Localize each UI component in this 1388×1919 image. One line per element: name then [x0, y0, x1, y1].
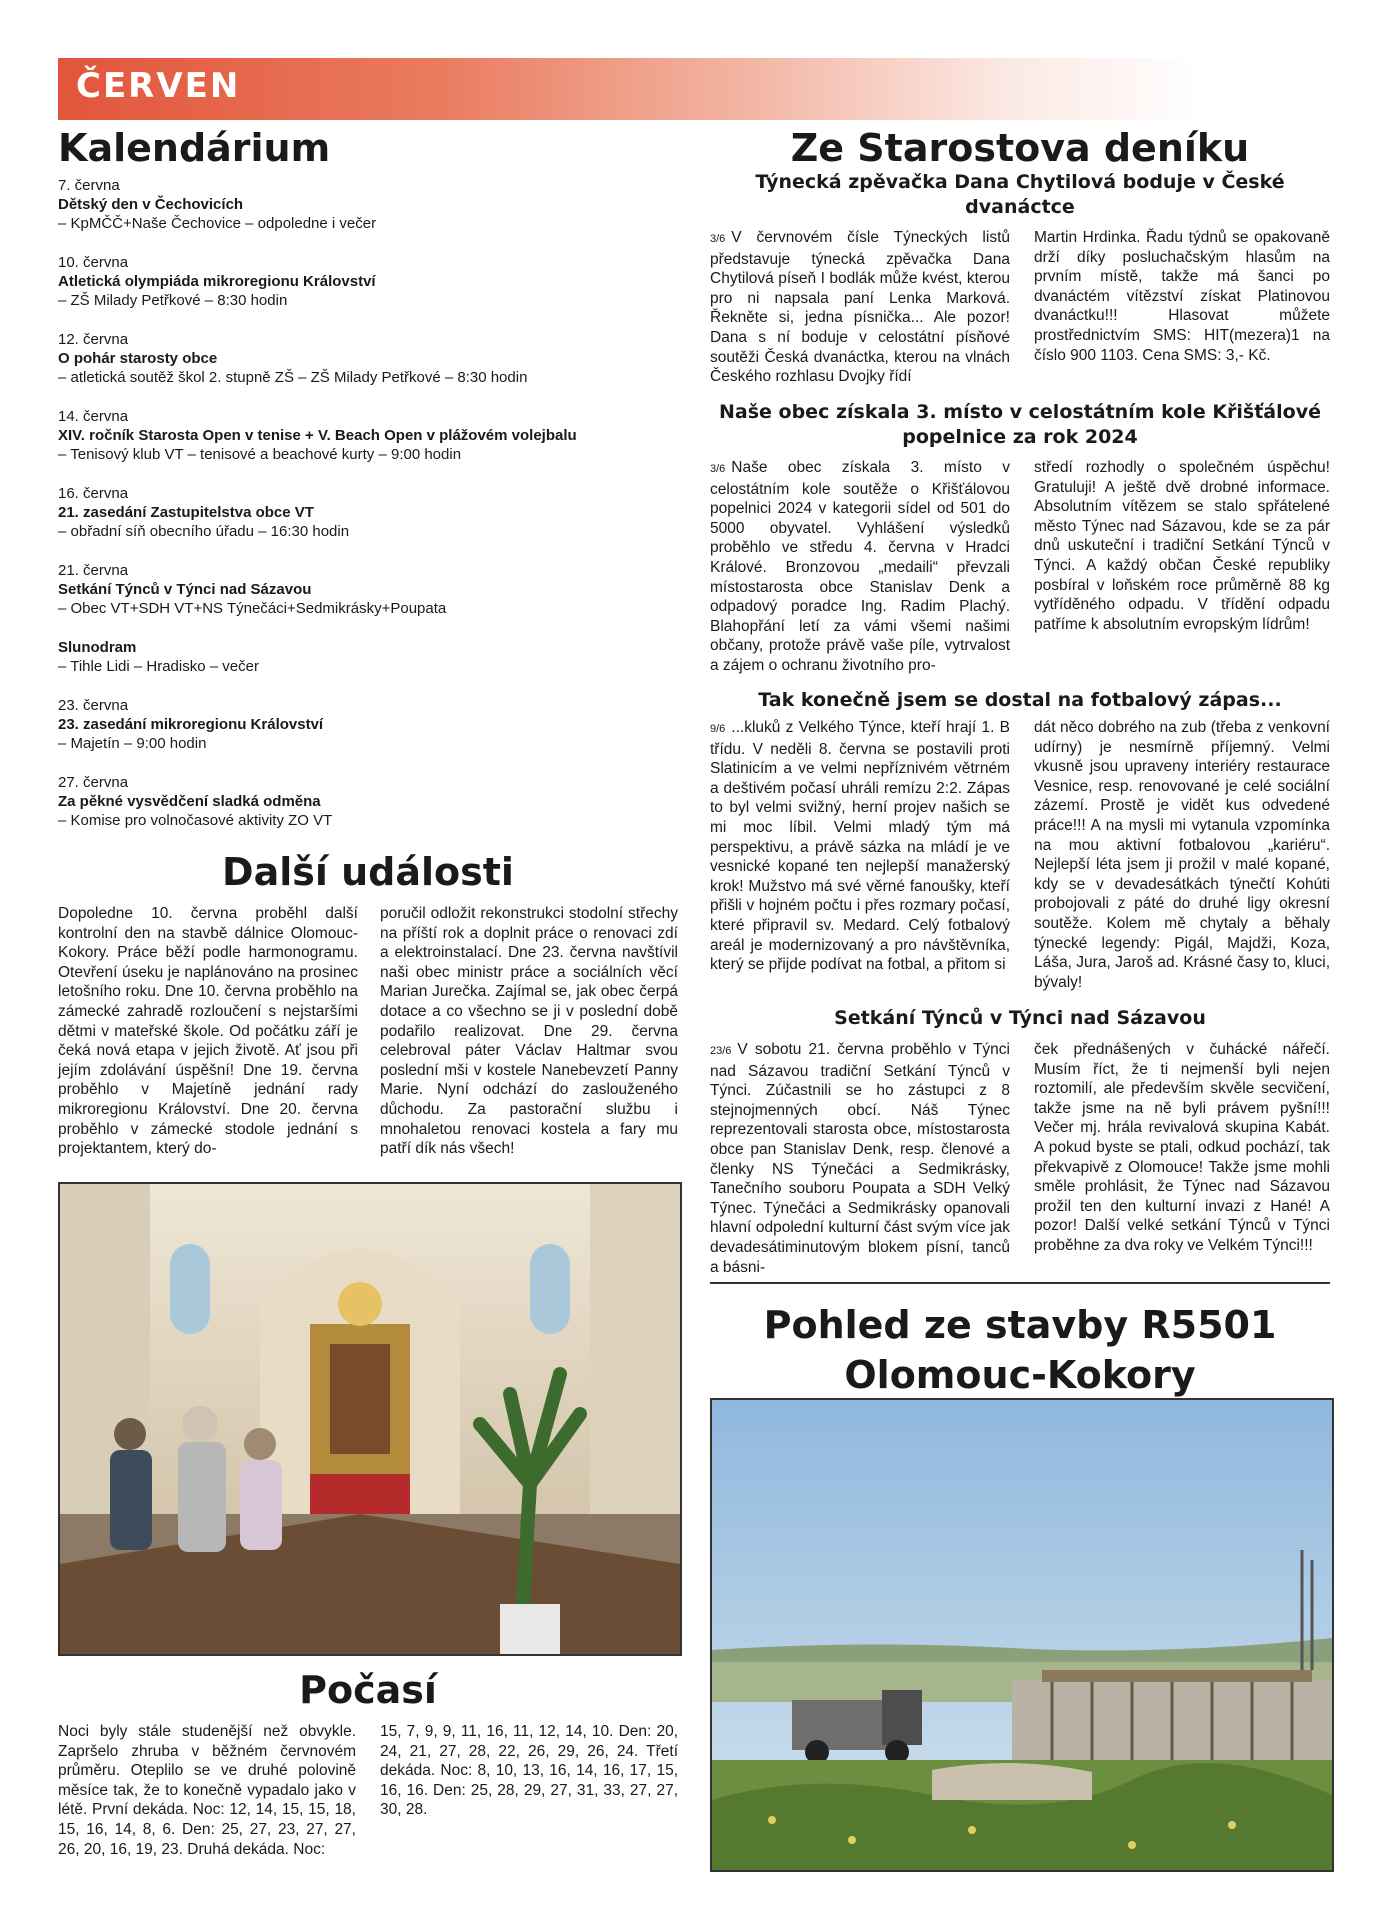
- calendar-event: [58, 407, 658, 464]
- dalsi-body: [58, 904, 678, 1174]
- event-title: Atletická olympiáda mikroregionu Království: [58, 273, 376, 290]
- event-title: 21. zasedání Zastupitelstva obce VT: [58, 504, 314, 521]
- pohled-title-line2: Olomouc-Kokory: [844, 1353, 1196, 1397]
- event-title: Dětský den v Čechovicích: [58, 196, 244, 213]
- pohled-title-line1: Pohled ze stavby R5501: [763, 1303, 1277, 1347]
- starosta-title: Ze Starostova deníku: [790, 126, 1250, 170]
- article3-dateline: 9/6: [710, 723, 726, 735]
- section-divider: [710, 1282, 1330, 1284]
- calendar-event: [58, 561, 658, 618]
- pocasi-body: [58, 1722, 678, 1892]
- event-date: 21. června: [58, 562, 129, 579]
- dalsi-title: Další události: [222, 850, 514, 894]
- event-date: 10. června: [58, 254, 129, 271]
- event-date: 14. června: [58, 408, 129, 425]
- article3-col2: dát něco dobrého na zub (třeba z venkovní udírny) je nesmírně příjemný. Velmi vkusně jsou upraveny interiéry restaurace Vesnice, resp. renovované je celé sociální zázemí. Prostě je vidět kus odvedené práce!!! A na mysli mi vytanula vzpomínka na mou aktivní fotbalovou „kariéru“. Nejlepší léta jsem ji prožil v malé kopané, kdy se v devadesátkách týnečtí Kohúti probojovali z páté do druhé ligy okresní soutěže. Kolem mě chytaly a běhaly týnecké legendy: Pigál, Majdži, Koza, Láša, Jura, Jaroš ad. Krásné časy to, kluci, bývaly!: [1034, 719, 1330, 991]
- event-detail: – ZŠ Milady Petřkové – 8:30 hodin: [58, 292, 288, 309]
- calendar-event: [58, 330, 658, 387]
- article4-headline: Setkání Týnců v Týnci nad Sázavou: [834, 1007, 1206, 1029]
- event-detail: – atletická soutěž škol 2. stupně ZŠ – ZŠ Milady Petřkové – 8:30 hodin: [58, 369, 528, 386]
- calendar-event: [58, 253, 658, 310]
- pohled-title: [710, 1300, 1330, 1400]
- event-detail: – Tihle Lidi – Hradisko – večer: [58, 658, 259, 675]
- pocasi-col2: 15, 7, 9, 9, 11, 16, 11, 12, 14, 10. Den: 20, 24, 21, 27, 28, 22, 26, 29, 26, 24. Třetí dekáda. Noc: 8, 10, 13, 16, 14, 16, 17, 15, 16, 16. Den: 25, 28, 29, 27, 31, 33, 27, 27, 30, 28.: [380, 1723, 678, 1819]
- event-title: 23. zasedání mikroregionu Království: [58, 716, 324, 733]
- event-date: 16. června: [58, 485, 129, 502]
- event-detail: – obřadní síň obecního úřadu – 16:30 hodin: [58, 523, 350, 540]
- calendar-event: [58, 484, 658, 541]
- article1-col1: V červnovém čísle Týneckých listů představuje týnecká zpěvačka Dana Chytilová píseň I bodlák může kvést, kterou pro ni napsala paní Lenka Marková. Řekněte si, jedna písnička... Ale pozor! Dana s ní boduje v celostátní písňové soutěži Česká dvanáctka, kterou na vlnách Českého rozhlasu Dvojky řídí: [710, 229, 1010, 386]
- article1-col2: Martin Hrdinka. Řadu týdnů se opakovaně drží díky posluchačským hlasům na prvním místě, takže má šanci po dvanáctém vítězství získat Platinovou dvanáctku!!! Hlasovat můžete prostřednictvím SMS: HIT(mezera)1 na číslo 900 1103. Cena SMS: 3,- Kč.: [1034, 229, 1330, 364]
- kalendarium-list: [58, 176, 658, 850]
- article3-headline: Tak konečně jsem se dostal na fotbalový zápas...: [758, 689, 1282, 711]
- church-interior-photo: [60, 1184, 680, 1654]
- event-date: 23. června: [58, 697, 129, 714]
- article4-body: [710, 1040, 1330, 1276]
- article2-headline: Naše obec získala 3. místo v celostátním kole Křišťálové popelnice za rok 2024: [719, 401, 1321, 448]
- event-title: O pohár starosty obce: [58, 350, 218, 367]
- construction-photo: [710, 1398, 1334, 1872]
- calendar-event: [58, 773, 658, 830]
- event-date: 12. června: [58, 331, 129, 348]
- article1-dateline: 3/6: [710, 233, 726, 245]
- event-title: Slunodram: [58, 639, 137, 656]
- article2-body: [710, 458, 1330, 674]
- article2-col2: středí rozhodly o společném úspěchu! Gratuluji! A ještě dvě drobné informace. Absolutním vítězem se stalo spřátelené město Týnec nad Sázavou, kde se za pár dnů uskuteční i tradiční Setkání Týnců v Týnci. A každý občan České republiky posbíral v loňském roce průměrně 88 kg vytříděného odpadu. V třídění odpadu patříme k absolutním evropským lídrům!: [1034, 459, 1330, 633]
- article2-dateline: 3/6: [710, 463, 726, 475]
- article4-dateline: 23/6: [710, 1045, 732, 1057]
- event-title: Setkání Týnců v Týnci nad Sázavou: [58, 581, 312, 598]
- church-photo: [58, 1182, 682, 1656]
- article1-body: [710, 228, 1330, 386]
- event-detail: – Komise pro volnočasové aktivity ZO VT: [58, 812, 333, 829]
- calendar-event: [58, 176, 658, 233]
- event-date: 7. června: [58, 177, 120, 194]
- event-title: XIV. ročník Starosta Open v tenise + V. Beach Open v plážovém volejbalu: [58, 427, 577, 444]
- event-detail: – Obec VT+SDH VT+NS Týnečáci+Sedmikrásky+Poupata: [58, 600, 447, 617]
- article4-col1: V sobotu 21. června proběhlo v Týnci nad Sázavou tradiční Setkání Týnců v Týnci. Zúčastnili se ho zástupci z 8 stejnojmenných obcí. Náš Týnec reprezentovali starosta obce, místostarosta obce pan Stanislav Denk, resp. členové a členky NS Týnečáci a Sedmikrásky, Tanečního souboru Poupata a SDH Velký Týnec. Týnečáci a Sedmikrásky opanovali hlavní odpolední kulturní část svým více jak devadesátiminutovým blokem písní, tanců a básni-: [710, 1041, 1010, 1276]
- article1-headline: Týnecká zpěvačka Dana Chytilová boduje v České dvanáctce: [755, 171, 1285, 218]
- month-banner: [58, 58, 1328, 120]
- article3-body: [710, 718, 1330, 998]
- article3-col1: ...kluků z Velkého Týnce, kteří hrají 1. B třídu. V neděli 8. června se postavili proti Slatinicím a ve velmi nepříznivém větrném a deštivém počasí uhráli remízu 2:2. Zápas to byl velmi svižný, herní projev našich se mi moc líbil. Velmi mladý tým má perspektivu, a právě sázka na mládí je ve vesnické kopané ten nejlepší manažerský krok! Mužstvo má své věrné fanoušky, kteří přišli v hojném počtu i přes rozmary počasí, které připravil sv. Medard. Celý fotbalový areál je modernizovaný a pro návštěvníka, který se přijde podívat na fotbal, a přitom si: [710, 719, 1010, 974]
- calendar-event: [58, 638, 658, 676]
- month-label: ČERVEN: [76, 66, 241, 106]
- dalsi-col1: Dopoledne 10. června proběhl další kontrolní den na stavbě dálnice Olomouc-Kokory. Práce běží podle harmonogramu. Otevření úseku je naplánováno na prosinec letošního roku. Dne 10. června proběhlo na zámecké zahradě rozloučení s nejstaršími dětmi v mateřské škole. Od počátku září je čeká nová etapa v jejich životě. Ať jsou při jejím zdolávání úspěšní! Dne 19. června proběhlo v Majetíně jednání rady mikroregionu Království. Dne 20. června proběhlo v zámecké stodole jednání s projektantem, který do-: [58, 905, 358, 1158]
- kalendarium-title: Kalendárium: [58, 126, 331, 170]
- construction-site-photo: [712, 1400, 1332, 1870]
- pocasi-col1: Noci byly stále studenější než obvykle. Zapršelo zhruba v běžném červnovém průměru. Oteplilo se ve druhé polovině měsíce tak, že to konečně vypadalo jako v létě. První dekáda. Noc: 12, 14, 15, 15, 18, 15, 16, 14, 8, 6. Den: 25, 27, 23, 27, 27, 26, 20, 16, 19, 23. Druhá dekáda. Noc:: [58, 1723, 356, 1858]
- pocasi-title: Počasí: [299, 1668, 437, 1712]
- dalsi-col2: poručil odložit rekonstrukci stodolní střechy na příští rok a doplnit práce o renovaci zdí a elektroinstalací. Dne 23. června navštívil naši obec ministr práce a sociálních věcí Marian Jurečka. Zajímal se, jak obec čerpá dotace a co všechno se ji v poslední době podařilo realizovat. Dne 29. června celebroval páter Václav Haltmar svou poslední mši v kostele Nanebevzetí Panny Marie. Nyní odchází do zaslouženého důchodu. Za pastorační službu i mnohaletou renovaci kostela a fary mu patří dík nás všech!: [380, 905, 678, 1158]
- calendar-event: [58, 696, 658, 753]
- event-detail: – Tenisový klub VT – tenisové a beachové kurty – 9:00 hodin: [58, 446, 462, 463]
- event-detail: – Majetín – 9:00 hodin: [58, 735, 207, 752]
- article2-col1: Naše obec získala 3. místo v celostátním kole soutěže o Křišťálovou popelnici 2024 v kategorii sídel od 501 do 5000 obyvatel. Vyhlášení výsledků proběhlo ve středu 4. června v Hradci Králové. Bronzovou „medaili“ převzali místostarosta obce Stanislav Denk a odpadový poradce Ing. Radim Plachý. Blahopřání letí za vámi všemi našimi občany, protože právě vaše píle, vytrvalost a zájem o ochranu životního pro-: [710, 459, 1010, 674]
- event-date: 27. června: [58, 774, 129, 791]
- article4-col2: ček přednášených v čuhácké nářečí. Musím říct, že ti nejmenší byli nejen roztomilí, ale především skvěle secvičení, takže jsme na ně byli právem pyšní!!! Večer mj. hrála revivalová skupina Kabát. A pokud byste se ptali, odkud pochází, tak překvapivě z Olomouce! Takže jsme mohli směle prohlásit, že Týnec nad Sázavou prožil ten den kulturní invazi z Hané! A pozor! Další velké setkání Týnců v Týnci proběhne za dva roky ve Velkém Týnci!!!: [1034, 1041, 1330, 1254]
- event-title: Za pěkné vysvědčení sladká odměna: [58, 793, 321, 810]
- event-detail: – KpMČČ+Naše Čechovice – odpoledne i večer: [58, 215, 377, 232]
